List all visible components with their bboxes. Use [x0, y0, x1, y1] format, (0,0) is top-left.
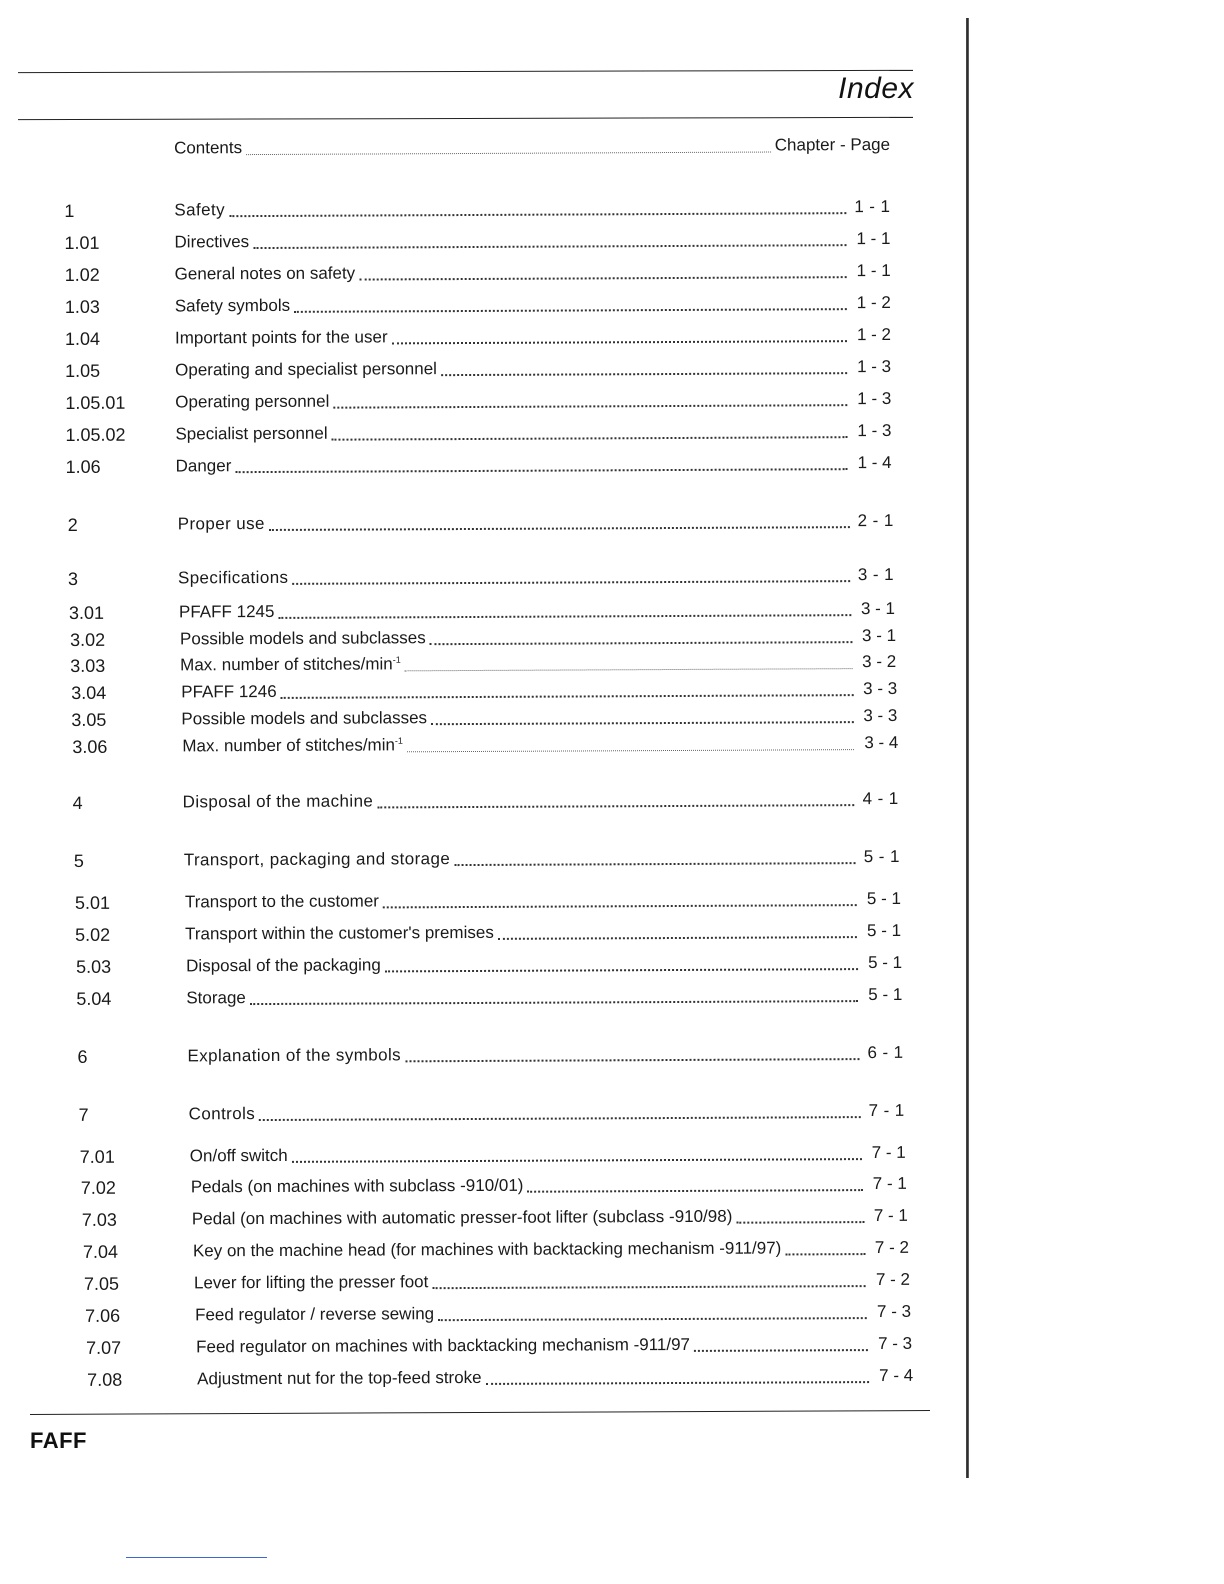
section-title-text: Pedals (on machines with subclass -910/01): [190, 1175, 524, 1197]
toc-row: [1, 322, 961, 353]
toc-row: [3, 786, 963, 817]
section-number: 1.06: [65, 456, 101, 477]
section-title-text: PFAFF 1245: [178, 601, 275, 622]
toc-line: [187, 1040, 903, 1069]
contents-label: Contents: [173, 138, 243, 158]
page-reference: 7 - 1: [872, 1173, 907, 1194]
page-reference: 1 - 3: [857, 388, 892, 409]
page-reference: 7 - 3: [878, 1333, 913, 1354]
leader-dots: [405, 668, 852, 671]
contents-line: [174, 132, 890, 161]
leader-dots: [407, 749, 854, 752]
leader-dots: [383, 904, 857, 908]
section-title-text: Max. number of stitches/min: [180, 654, 393, 675]
toc-row: [5, 1235, 965, 1266]
page-reference: 6 - 1: [867, 1042, 904, 1063]
page-reference: 7 - 2: [875, 1269, 911, 1290]
leader-dots: [229, 212, 846, 217]
leader-dots: [269, 526, 850, 531]
toc-row: [6, 1299, 966, 1330]
section-title-text: Transport to the customer: [184, 891, 379, 912]
section-title-text: Disposal of the packaging: [186, 955, 381, 976]
toc-row: [4, 982, 964, 1013]
toc-line: [184, 844, 900, 873]
leader-dots: [253, 244, 846, 249]
section-title: [189, 1101, 256, 1127]
section-number: 7.04: [82, 1241, 119, 1262]
page-reference: 3 - 1: [860, 598, 896, 619]
leader-dots: [385, 968, 858, 972]
page-reference: 7 - 1: [873, 1205, 908, 1226]
section-number: 5.04: [76, 988, 112, 1009]
page-reference: 1 - 3: [857, 420, 892, 441]
section-title-text: Specialist personnel: [175, 423, 328, 444]
section-number: 3.01: [68, 602, 105, 623]
section-number: 6: [77, 1046, 88, 1067]
page-reference: 7 - 1: [868, 1100, 905, 1121]
leader-dots: [405, 1058, 859, 1062]
section-title: [174, 229, 249, 255]
superscript-exponent: -1: [392, 654, 401, 665]
toc-line: [179, 596, 895, 625]
page-reference: 4 - 1: [862, 788, 899, 809]
page-reference: 7 - 1: [871, 1142, 906, 1163]
section-title: [192, 1204, 733, 1233]
section-title-text: General notes on safety: [174, 263, 356, 284]
section-title-text: Possible models and subclasses: [179, 628, 426, 649]
toc-line: [191, 1171, 907, 1200]
page-reference: 3 - 3: [863, 705, 898, 726]
section-title-text: Specifications: [177, 567, 289, 588]
section-number: 7.01: [79, 1146, 115, 1167]
section-number: 7.05: [83, 1273, 120, 1294]
leader-dots: [292, 1158, 862, 1163]
section-title: [185, 920, 494, 948]
toc-row: [1, 418, 961, 449]
leader-dots: [246, 151, 771, 155]
leader-dots: [377, 804, 854, 808]
section-title-text: Directives: [174, 232, 250, 252]
toc-line: [180, 623, 896, 652]
section-number: 5.01: [74, 892, 111, 913]
toc-line: [175, 258, 891, 287]
leader-dots: [441, 372, 847, 376]
section-title: [186, 985, 246, 1011]
section-number: 2: [67, 514, 78, 535]
section-title: [175, 421, 327, 448]
toc-line: [178, 562, 894, 591]
leader-dots: [332, 436, 848, 441]
section-title: [182, 732, 403, 759]
section-number: 1.04: [64, 328, 101, 349]
section-title-text: Proper use: [177, 514, 265, 534]
toc-row: [2, 596, 962, 627]
section-title: [180, 625, 426, 652]
toc-line: [176, 450, 892, 479]
section-title-text: Operating and specialist personnel: [175, 359, 437, 380]
toc-row: [6, 1267, 966, 1298]
toc-line: [175, 322, 891, 351]
section-title-text: Safety: [174, 200, 225, 220]
toc-row: [4, 1040, 964, 1071]
section-title: [194, 1269, 428, 1296]
toc-line: [181, 676, 897, 705]
toc-line: [195, 1299, 911, 1328]
page-reference: 7 - 2: [874, 1237, 909, 1258]
scan-mark: [126, 1557, 267, 1558]
toc-row: [3, 730, 963, 761]
leader-dots: [281, 694, 854, 699]
toc-line: [175, 290, 891, 319]
section-title-text: Max. number of stitches/min: [182, 735, 395, 756]
page-reference: 3 - 3: [863, 678, 898, 699]
leader-dots: [392, 340, 847, 344]
section-title-text: Feed regulator / reverse sewing: [194, 1304, 435, 1325]
toc-line: [174, 226, 890, 255]
section-title-text: PFAFF 1246: [181, 681, 277, 702]
section-title: [180, 651, 401, 678]
section-title-text: Operating personnel: [175, 391, 330, 412]
section-title: [197, 1365, 482, 1392]
section-title: [184, 846, 451, 873]
leader-dots: [527, 1189, 862, 1193]
page-reference: 5 - 1: [866, 888, 901, 909]
page-reference: 3 - 2: [862, 651, 897, 672]
section-title: [175, 261, 356, 288]
section-number: 7.07: [86, 1337, 122, 1358]
contents-row: [0, 132, 960, 163]
page-reference: 1 - 3: [857, 356, 892, 377]
toc-line: [175, 418, 891, 447]
toc-line: [189, 1098, 905, 1127]
leader-dots: [785, 1253, 865, 1255]
section-number: 1.03: [64, 296, 100, 317]
section-number: 7: [78, 1104, 89, 1125]
section-title: [179, 599, 275, 625]
section-title-text: Controls: [188, 1104, 256, 1124]
leader-dots: [736, 1221, 864, 1224]
section-number: 7.02: [80, 1177, 116, 1198]
section-title-text: Safety symbols: [174, 295, 291, 316]
section-title-text: Explanation of the symbols: [187, 1045, 402, 1066]
toc-row: [6, 1331, 966, 1362]
superscript-exponent: -1: [394, 735, 403, 746]
section-number: 1.01: [64, 232, 100, 253]
toc-row: [5, 1171, 965, 1202]
toc-line: [196, 1331, 912, 1360]
section-number: 1.05.01: [65, 392, 126, 413]
section-title: [193, 1235, 782, 1264]
toc-row: [4, 950, 964, 981]
section-title: [183, 788, 374, 815]
section-title-text: Danger: [175, 456, 232, 476]
contents-page-header: Chapter - Page: [774, 134, 891, 155]
brand-logo: FAFF: [30, 1428, 87, 1453]
toc-line: [185, 886, 901, 915]
toc-row: [4, 918, 964, 949]
page-reference: 7 - 3: [876, 1301, 912, 1322]
toc-row: [2, 562, 962, 593]
leader-dots: [333, 404, 847, 409]
toc-line: [180, 649, 896, 678]
toc-row: [3, 676, 963, 707]
section-title-text: Feed regulator on machines with backtacking mechanism -911/97: [196, 1334, 691, 1357]
section-number: 5.02: [75, 924, 111, 945]
section-number: 7.03: [81, 1209, 117, 1230]
toc-row: [5, 1098, 965, 1129]
toc-line: [194, 1267, 910, 1296]
section-number: 3.03: [70, 655, 106, 676]
leader-dots: [278, 614, 851, 619]
section-title: [186, 952, 381, 979]
toc-row: [0, 226, 960, 257]
toc-line: [181, 703, 897, 732]
leader-dots: [235, 468, 847, 473]
section-title-text: Transport, packaging and storage: [183, 849, 451, 870]
section-title-text: Lever for lifting the presser foot: [193, 1272, 429, 1293]
section-number: 1.02: [64, 264, 100, 285]
toc-line: [193, 1235, 909, 1264]
section-number: 1: [64, 200, 75, 221]
leader-dots: [486, 1381, 870, 1385]
page-reference: 3 - 1: [857, 564, 894, 585]
leader-dots: [431, 721, 853, 725]
page-reference: 5 - 1: [866, 920, 902, 941]
toc-row: [3, 844, 963, 875]
page-reference: 5 - 1: [863, 846, 900, 867]
section-number: 3.05: [71, 709, 107, 730]
toc-row: [3, 703, 963, 734]
section-title: [191, 1173, 524, 1201]
section-title-text: Storage: [186, 988, 246, 1008]
toc-line: [192, 1203, 908, 1232]
leader-dots: [292, 580, 850, 585]
section-number: 1.05.02: [65, 424, 126, 445]
leader-dots: [250, 1000, 858, 1005]
page-reference: 2 - 1: [857, 510, 894, 531]
page-reference: 5 - 1: [868, 952, 903, 973]
toc-line: [186, 950, 902, 979]
section-number: 3.02: [69, 629, 106, 650]
toc-line: [178, 508, 894, 537]
page-reference: 5 - 1: [868, 984, 903, 1005]
toc-line: [183, 786, 899, 815]
page-reference: 3 - 1: [861, 625, 897, 646]
toc-row: [1, 354, 961, 385]
section-number: 1.05: [65, 360, 101, 381]
page-reference: 1 - 2: [856, 292, 891, 313]
toc-line: [175, 386, 891, 415]
toc-row: [5, 1203, 965, 1234]
section-title-text: Transport within the customer's premises: [185, 922, 494, 944]
section-title: [195, 1301, 434, 1328]
section-title: [174, 197, 225, 223]
section-title-text: Possible models and subclasses: [181, 708, 428, 729]
section-title-text: Adjustment nut for the top-feed stroke: [197, 1367, 482, 1389]
page-reference: 1 - 2: [856, 324, 892, 345]
section-title-text: On/off switch: [189, 1145, 288, 1166]
toc-row: [4, 886, 964, 917]
section-number: 7.06: [84, 1305, 121, 1326]
leader-dots: [294, 308, 847, 313]
toc-line: [182, 730, 898, 759]
page-reference: 1 - 1: [856, 228, 891, 249]
toc-line: [190, 1140, 906, 1169]
page-title: Index: [838, 72, 914, 105]
page-reference: 1 - 1: [854, 196, 891, 217]
toc-row: [3, 649, 963, 680]
toc-row: [2, 508, 962, 539]
leader-dots: [259, 1116, 860, 1121]
section-number: 5: [73, 850, 84, 871]
section-title: [178, 511, 265, 537]
leader-dots: [694, 1349, 868, 1352]
section-title-text: Key on the machine head (for machines with backtacking mechanism -911/97): [192, 1238, 782, 1261]
section-title-text: Important points for the user: [174, 327, 388, 348]
page-reference: 3 - 4: [864, 732, 899, 753]
section-title: [175, 324, 388, 351]
section-title: [175, 356, 437, 383]
leader-dots: [438, 1317, 867, 1321]
section-number: 7.08: [87, 1369, 123, 1390]
section-title: [178, 565, 289, 592]
section-title: [175, 389, 329, 416]
toc-row: [1, 386, 961, 417]
toc-line: [185, 918, 901, 947]
leader-dots: [498, 936, 857, 940]
leader-dots: [432, 1285, 866, 1289]
section-title: [181, 705, 427, 732]
toc-line: [197, 1363, 913, 1392]
section-number: 3.04: [71, 682, 107, 703]
section-number: 3: [67, 568, 79, 589]
toc-line: [175, 354, 891, 383]
section-number: 5.03: [76, 956, 112, 977]
section-title-text: Disposal of the machine: [182, 791, 374, 812]
section-number: 4: [72, 792, 83, 813]
toc-row: [5, 1140, 965, 1171]
toc-row: [2, 450, 962, 481]
section-title: [185, 888, 379, 915]
page-reference: 1 - 4: [857, 452, 892, 473]
toc-line: [174, 194, 890, 223]
section-title-text: Pedal (on machines with automatic presser-foot lifter (subclass -910/98): [191, 1206, 733, 1229]
toc-row: [0, 194, 960, 225]
toc-row: [1, 258, 961, 289]
toc-line: [186, 982, 902, 1011]
section-title: [176, 453, 232, 479]
leader-dots: [359, 276, 846, 280]
toc-row: [1, 290, 961, 321]
section-title: [175, 293, 290, 320]
leader-dots: [430, 641, 852, 645]
page-reference: 1 - 1: [856, 260, 891, 281]
section-title: [196, 1332, 690, 1360]
toc-row: [6, 1363, 966, 1394]
section-title: [181, 679, 277, 705]
section-number: 3.06: [72, 736, 108, 757]
section-title: [190, 1143, 288, 1169]
section-title: [187, 1042, 401, 1069]
page-reference: 7 - 4: [879, 1365, 914, 1386]
leader-dots: [454, 862, 856, 866]
